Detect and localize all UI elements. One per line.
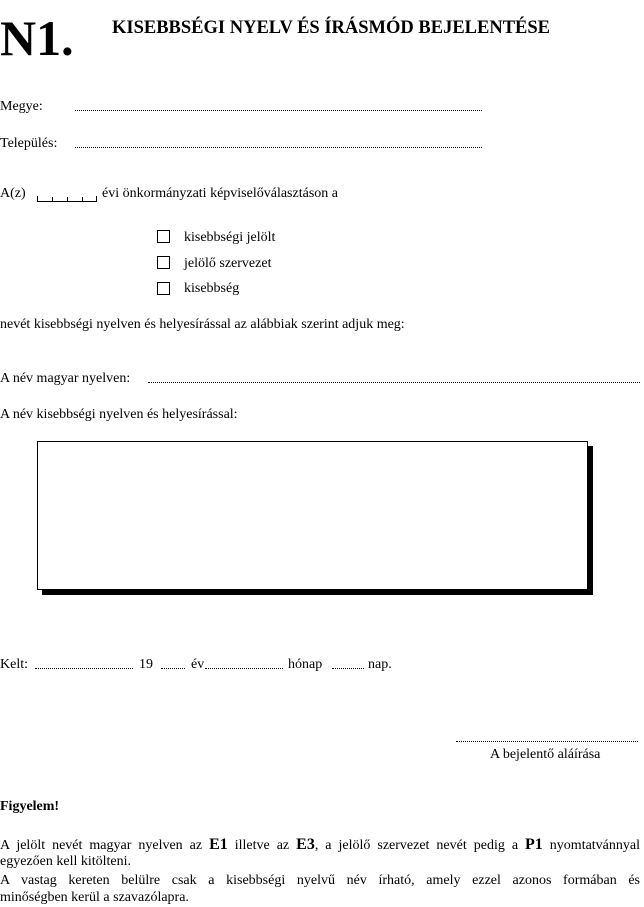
- notice-paragraph-1-line-1: [0, 836, 640, 854]
- date-year-unit: év: [191, 657, 205, 672]
- form-ref-e3: E3: [296, 836, 315, 853]
- option-label-organization: jelölő szervezet: [184, 256, 272, 271]
- signature-field[interactable]: [456, 741, 638, 742]
- form-code: N1.: [0, 10, 74, 66]
- notice-text: , a jelölő szervezet nevét pedig a: [314, 838, 526, 853]
- form-ref-e1: E1: [209, 836, 228, 853]
- election-prefix: A(z): [0, 186, 26, 201]
- notice-text: nyomtatvánnyal: [542, 838, 640, 853]
- option-label-minority: kisebbség: [184, 281, 240, 296]
- county-label: Megye:: [0, 99, 43, 114]
- year-digit-boxes[interactable]: [37, 192, 98, 202]
- option-checkbox-candidate[interactable]: [157, 230, 170, 243]
- option-label-candidate: kisebbségi jelölt: [184, 230, 276, 245]
- date-year-field[interactable]: [161, 668, 185, 669]
- minority-name-label: A név kisebbségi nyelven és helyesírással:: [0, 407, 238, 422]
- settlement-label: Település:: [0, 136, 58, 151]
- hungarian-name-label: A név magyar nyelven:: [0, 371, 131, 386]
- settlement-field[interactable]: [75, 147, 482, 148]
- instruction-text: nevét kisebbségi nyelven és helyesírással az alábbiak szerint adjuk meg:: [0, 317, 405, 332]
- notice-text: illetve az: [227, 838, 297, 853]
- date-label: Kelt:: [0, 657, 28, 672]
- notice-paragraph-1-line-2: egyezően kell kitölteni.: [0, 854, 132, 869]
- date-day-field[interactable]: [332, 668, 364, 669]
- notice-paragraph-2-line-2: minőségben kerül a szavazólapra.: [0, 890, 189, 905]
- date-month-field[interactable]: [205, 668, 283, 669]
- date-place-field[interactable]: [35, 668, 133, 669]
- option-checkbox-minority[interactable]: [157, 282, 170, 295]
- form-title: KISEBBSÉGI NYELV ÉS ÍRÁSMÓD BEJELENTÉSE: [112, 18, 551, 38]
- election-suffix: évi önkormányzati képviselőválasztáson a: [102, 186, 338, 201]
- date-day-unit: nap.: [368, 657, 392, 672]
- minority-name-frame[interactable]: [37, 441, 588, 590]
- notice-paragraph-2-line-1: A vastag kereten belülre csak a kisebbségi nyelvű név írható, amely ezzel azonos formában és: [0, 873, 640, 888]
- form-ref-p1: P1: [525, 836, 543, 853]
- option-checkbox-organization[interactable]: [157, 256, 170, 269]
- notice-heading: Figyelem!: [0, 799, 60, 814]
- signature-label: A bejelentő aláírása: [490, 747, 601, 762]
- date-month-unit: hónap: [288, 657, 323, 672]
- notice-text: A jelölt nevét magyar nyelven az: [0, 838, 210, 853]
- county-field[interactable]: [75, 110, 482, 111]
- date-century: 19: [139, 657, 153, 672]
- hungarian-name-field[interactable]: [148, 382, 640, 383]
